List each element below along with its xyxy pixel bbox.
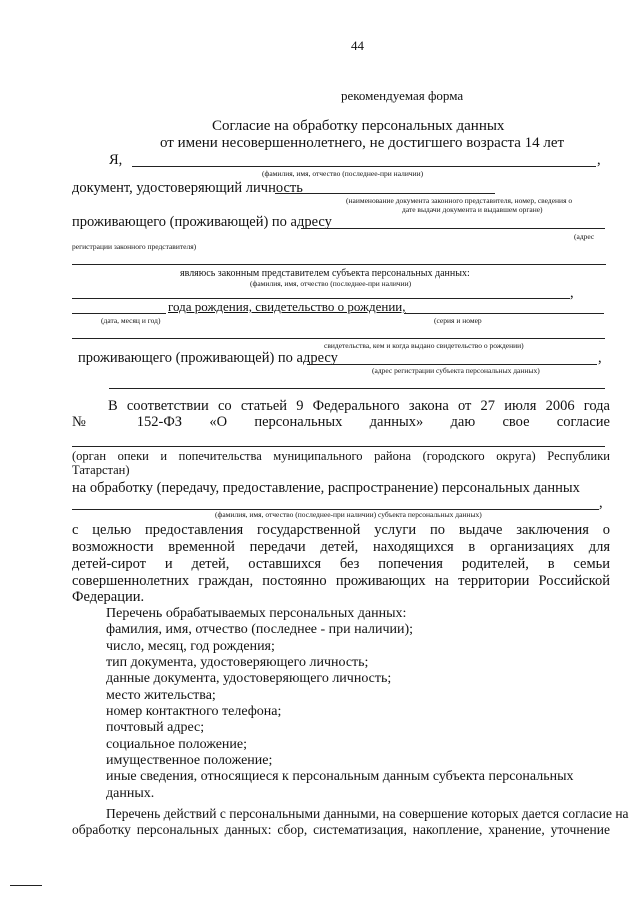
organ-line[interactable] (72, 446, 605, 447)
list-item: иные сведения, относящиеся к персональным данным субъекта персональных (106, 769, 574, 784)
hint-doc-1: (наименование документа законного представителя, номер, сведения о (346, 196, 573, 205)
fio-line-3-comma: , (599, 495, 603, 511)
list-item: данных. (106, 786, 155, 801)
cert-line-2[interactable] (72, 338, 605, 339)
cert-number-line[interactable] (404, 313, 604, 314)
hint-addr-1a: (адрес (574, 232, 595, 241)
legal-rep-line: являюсь законным представителем субъекта персональных данных: (180, 268, 470, 279)
hint-doc-2: дате выдачи документа и выдавшем органе) (402, 205, 543, 214)
hint-addr-1b: регистрации законного представителя) (72, 242, 197, 251)
address-label-2: проживающего (проживающей) по адресу (78, 350, 338, 366)
list-item: имущественное положение; (106, 753, 273, 768)
hint-cert-issued: свидетельства, кем и когда выдано свидетельство о рождении) (324, 341, 524, 350)
list-item: место жительства; (106, 688, 216, 703)
list-item: почтовый адрес; (106, 720, 205, 735)
address-line-1[interactable] (301, 228, 605, 229)
fio-line-1-comma: , (597, 152, 601, 168)
fio-line-2-comma: , (570, 285, 574, 301)
purpose-line-3: детей-сирот и детей, оставшихся без попечения родителей, в семьи (72, 556, 610, 572)
actions-line-1: Перечень действий с персональными данными, на совершение которых дается согласие на (106, 806, 629, 821)
law-line-1: В соответствии со статьей 9 Федерального закона от 27 июля 2006 года (108, 398, 610, 414)
organ-line-1: (орган опеки и попечительства муниципального района (городского округа) Республики (72, 449, 610, 463)
hint-fio-2: (фамилия, имя, отчество (последнее-при наличии) (250, 279, 412, 288)
list-item: тип документа, удостоверяющего личность; (106, 655, 369, 670)
address-line-2[interactable] (307, 364, 597, 365)
title-line-2: от имени несовершеннолетнего, не достигшего возраста 14 лет (160, 135, 565, 151)
purpose-line-2: возможности временной передачи детей, находящихся в организациях для (72, 539, 610, 555)
hint-series: (серия и номер (434, 316, 482, 325)
list-item: социальное положение; (106, 737, 248, 752)
birth-date-line[interactable] (72, 313, 166, 314)
birth-cert-label: года рождения, свидетельство о рождении, (168, 299, 406, 314)
list-item: Перечень обрабатываемых персональных данных: (106, 606, 407, 621)
address-line-2-comma: , (598, 350, 602, 366)
doc-label: документ, удостоверяющий личность (72, 180, 303, 196)
address-line-2b[interactable] (109, 388, 605, 389)
doc-line[interactable] (275, 193, 495, 194)
address-line-1b[interactable] (72, 264, 606, 265)
fio-line-1[interactable] (132, 166, 596, 167)
list-item: фамилия, имя, отчество (последнее - при наличии); (106, 622, 414, 637)
processing-line: на обработку (передачу, предоставление, распространение) персональных данных (72, 480, 580, 496)
list-item: число, месяц, год рождения; (106, 639, 275, 654)
title-line-1: Согласие на обработку персональных данных (212, 118, 505, 134)
hint-date: (дата, месяц и год) (101, 316, 161, 325)
hint-addr-2: (адрес регистрации субъекта персональных данных) (372, 366, 540, 375)
hint-fio-1: (фамилия, имя, отчество (последнее-при наличии) (262, 169, 424, 178)
list-item: номер контактного телефона; (106, 704, 282, 719)
law-line-2: № 152-ФЗ «О персональных данных» даю свое согласие (72, 414, 610, 430)
purpose-line-5: Федерации. (72, 589, 145, 605)
purpose-line-4: совершеннолетних граждан, постоянно проживающих на территории Российской (72, 573, 610, 589)
actions-line-2: обработку персональных данных: сбор, систематизация, накопление, хранение, уточнение (72, 822, 610, 837)
address-label-1: проживающего (проживающей) по адресу (72, 214, 332, 230)
form-note: рекомендуемая форма (341, 88, 464, 103)
page-number: 44 (351, 38, 364, 53)
list-item: данные документа, удостоверяющего личность; (106, 671, 392, 686)
purpose-line-1: с целью предоставления государственной услуги по выдаче заключения о (72, 522, 610, 538)
organ-line-2: Татарстан) (72, 463, 130, 477)
hint-fio-3: (фамилия, имя, отчество (последнее-при наличии) субъекта персональных данных) (215, 510, 482, 519)
footer-mark (10, 885, 42, 886)
ya-label: Я, (109, 152, 123, 168)
